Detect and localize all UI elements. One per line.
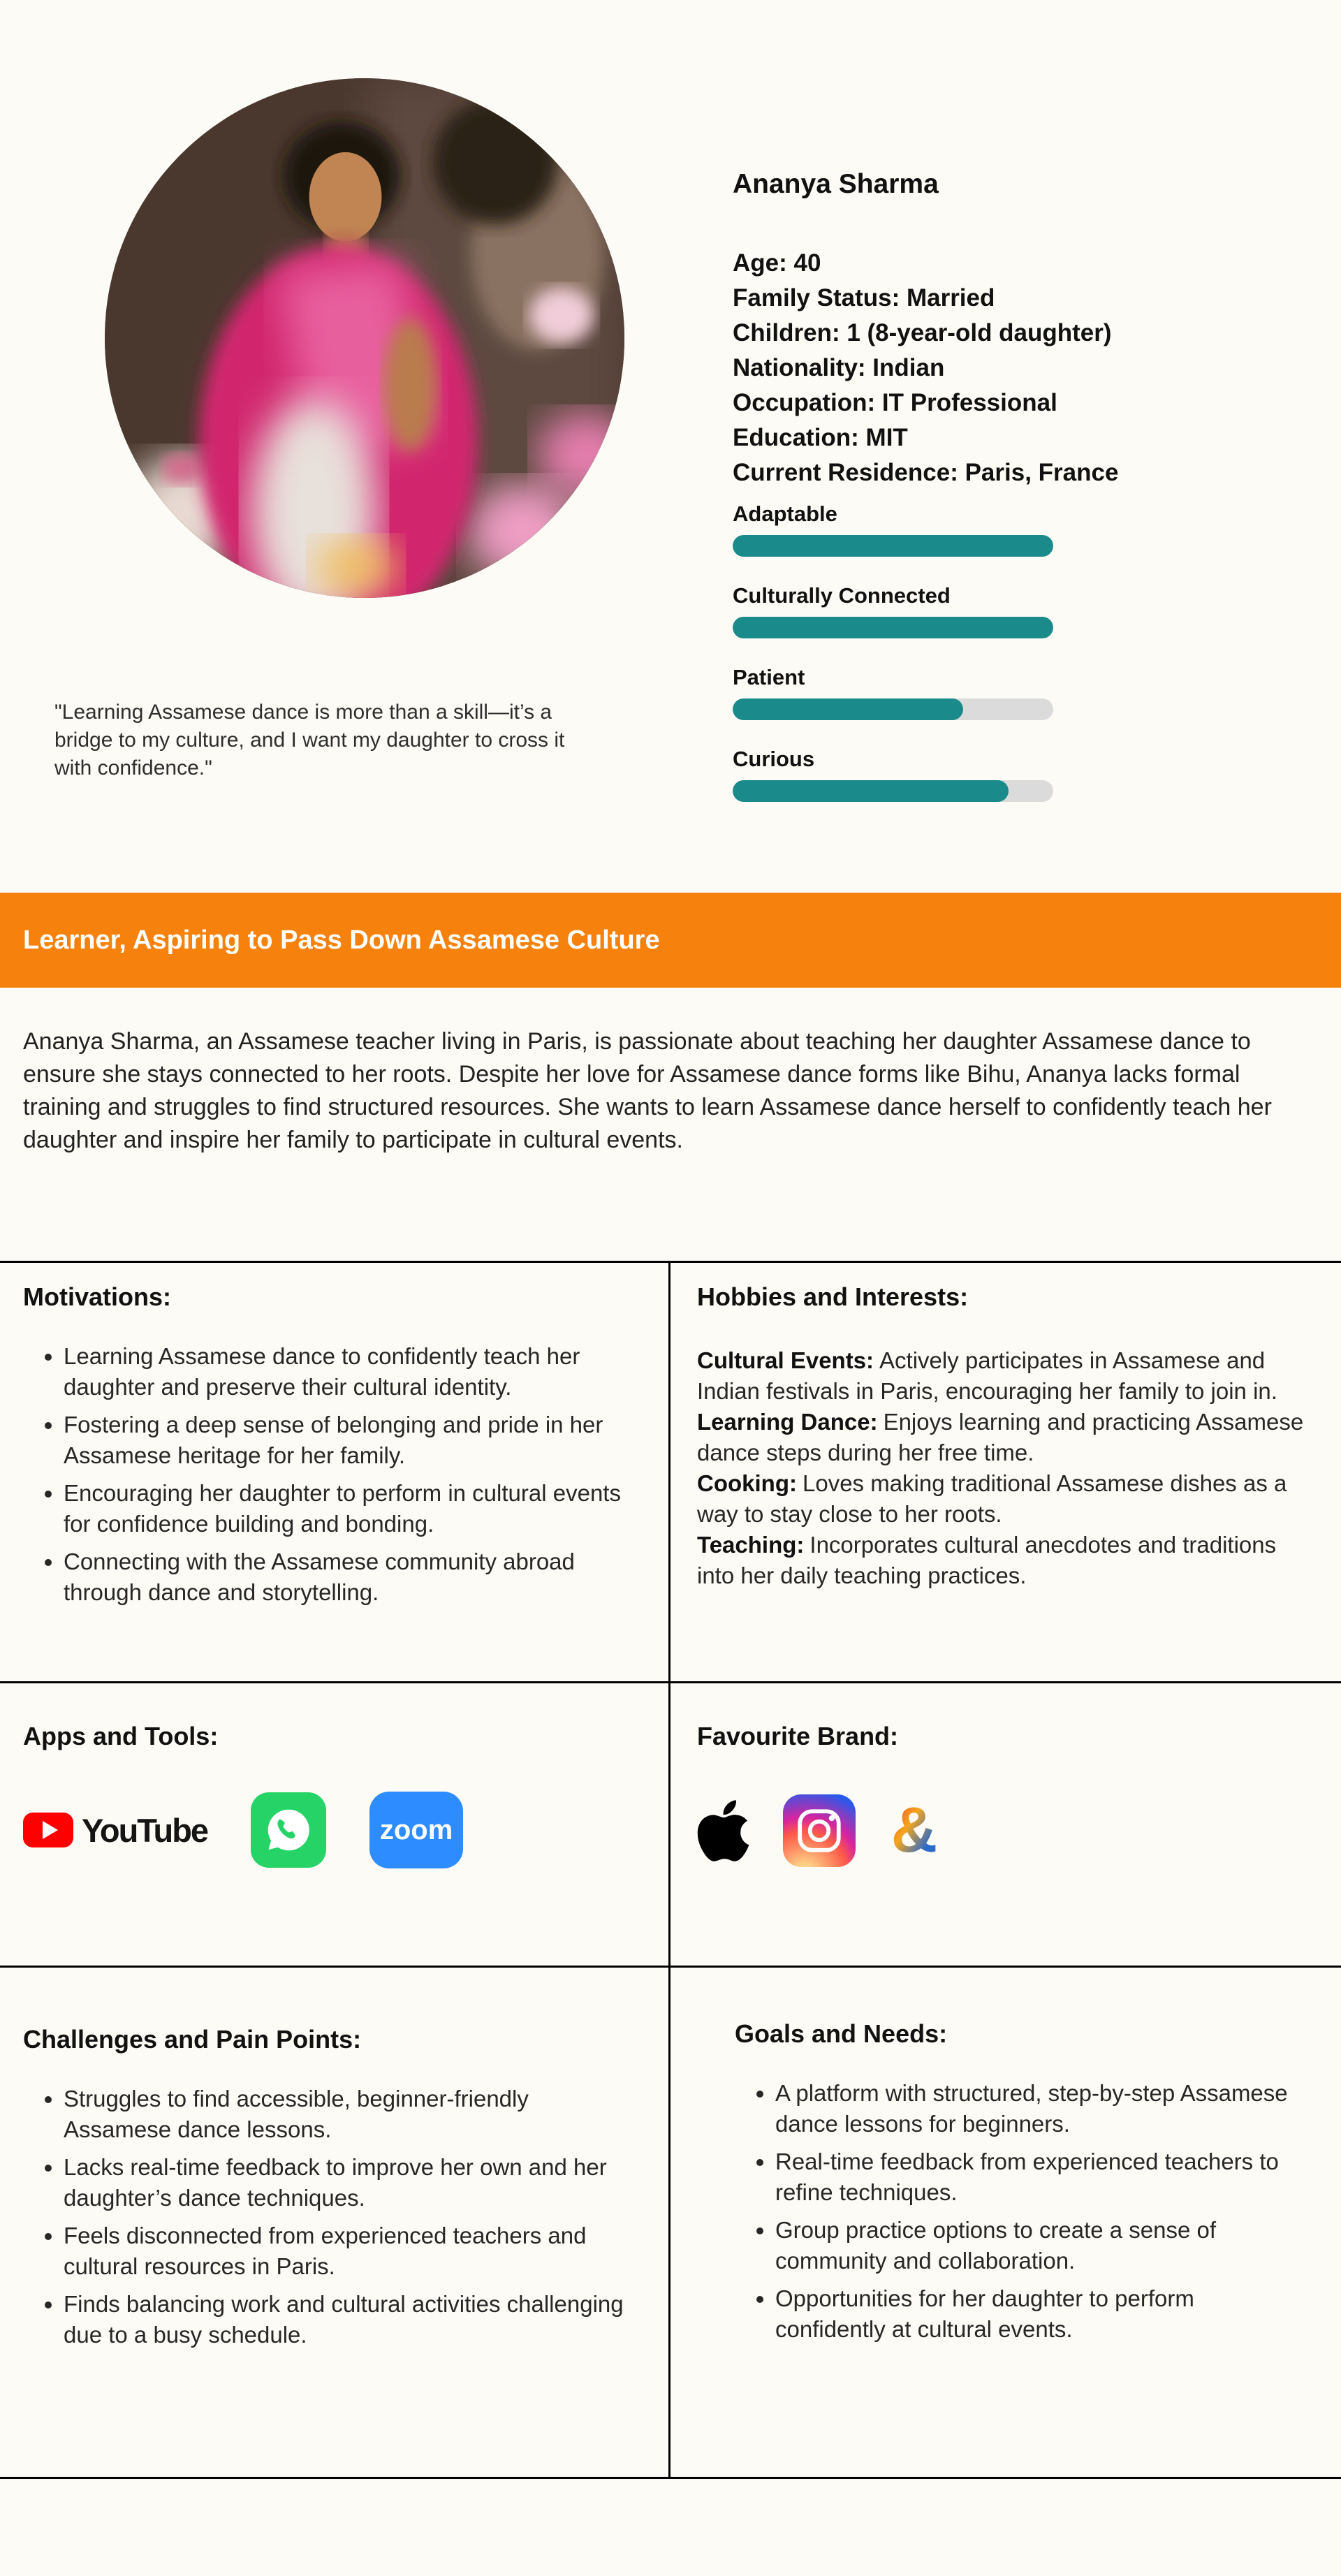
detail-education: Education: MIT bbox=[733, 424, 908, 451]
trait-fill bbox=[733, 698, 963, 720]
ampersand-brand-icon bbox=[886, 1796, 942, 1866]
hobby-item bbox=[697, 1407, 1310, 1468]
brand-icons bbox=[697, 1794, 1310, 1867]
hobby-label: Cultural Events: bbox=[697, 1347, 874, 1373]
list-item: • Encouraging her daughter to perform in cultural events for confidence building and bonding. bbox=[64, 1478, 637, 1539]
hobby-text: Enjoys learning and practicing Assamese dance steps during her free time. bbox=[697, 1409, 1304, 1465]
list-item: • A platform with structured, step-by-step Assamese dance lessons for beginners. bbox=[775, 2078, 1299, 2139]
trait-fill bbox=[733, 535, 1053, 557]
trait-label: Adaptable bbox=[733, 502, 837, 526]
challenges-cell bbox=[0, 1968, 670, 2477]
trait-track bbox=[733, 535, 1053, 557]
persona-photo bbox=[105, 78, 624, 598]
hobby-item bbox=[697, 1530, 1310, 1591]
trait-adaptable bbox=[733, 502, 1061, 557]
challenges-title: Challenges and Pain Points: bbox=[23, 2025, 362, 2054]
brands-title: Favourite Brand: bbox=[697, 1722, 899, 1750]
hobbies-list bbox=[697, 1345, 1310, 1591]
role-banner-title: Learner, Aspiring to Pass Down Assamese Culture bbox=[23, 925, 660, 955]
trait-bars bbox=[733, 502, 1061, 828]
trait-label: Curious bbox=[733, 747, 815, 771]
motivations-title: Motivations: bbox=[23, 1282, 171, 1311]
youtube-logo bbox=[23, 1811, 207, 1850]
goals-cell bbox=[670, 1968, 1341, 2477]
trait-track bbox=[733, 780, 1053, 802]
trait-track bbox=[733, 698, 1053, 720]
list-item: • Group practice options to create a sense of community and collaboration. bbox=[775, 2215, 1299, 2276]
zoom-wordmark: zoom bbox=[379, 1814, 453, 1845]
trait-culturally-connected bbox=[733, 583, 1061, 638]
persona-name: Ananya Sharma bbox=[733, 169, 939, 199]
list-item: • Struggles to find accessible, beginner-friendly Assamese dance lessons. bbox=[64, 2084, 637, 2145]
hobby-label: Learning Dance: bbox=[697, 1409, 878, 1435]
hobby-item bbox=[697, 1468, 1310, 1530]
list-item: • Feels disconnected from experienced teachers and cultural resources in Paris. bbox=[64, 2220, 637, 2282]
zoom-icon bbox=[369, 1792, 463, 1868]
instagram-icon bbox=[783, 1794, 856, 1867]
list-item: • Real-time feedback from experienced teachers to refine techniques. bbox=[775, 2146, 1299, 2208]
motivations-cell bbox=[0, 1263, 670, 1681]
grid-row-apps-brands bbox=[0, 1681, 1341, 1966]
svg-text:&: & bbox=[891, 1796, 938, 1866]
youtube-play-icon bbox=[23, 1813, 73, 1847]
trait-fill bbox=[733, 780, 1009, 802]
role-banner bbox=[0, 893, 1341, 988]
detail-family-status: Family Status: Married bbox=[733, 284, 995, 312]
detail-nationality: Nationality: Indian bbox=[733, 354, 945, 381]
hobby-text: Incorporates cultural anecdotes and traditions into her daily teaching practices. bbox=[697, 1532, 1277, 1588]
persona-grid bbox=[0, 1261, 1341, 2479]
list-item: • Finds balancing work and cultural activities challenging due to a busy schedule. bbox=[64, 2289, 637, 2350]
list-item: • Connecting with the Assamese community abroad through dance and storytelling. bbox=[64, 1546, 637, 1608]
challenges-list bbox=[23, 2084, 637, 2350]
detail-children: Children: 1 (8-year-old daughter) bbox=[733, 319, 1112, 346]
trait-label: Patient bbox=[733, 665, 805, 689]
detail-occupation: Occupation: IT Professional bbox=[733, 389, 1057, 416]
trait-patient bbox=[733, 665, 1061, 720]
trait-fill bbox=[733, 617, 1053, 638]
list-item: • Opportunities for her daughter to perform confidently at cultural events. bbox=[775, 2283, 1299, 2345]
grid-row-challenges-goals bbox=[0, 1966, 1341, 2477]
whatsapp-icon bbox=[251, 1792, 326, 1868]
apps-title: Apps and Tools: bbox=[23, 1722, 219, 1750]
hobbies-cell bbox=[670, 1263, 1341, 1681]
persona-summary: Ananya Sharma, an Assamese teacher living in Paris, is passionate about teaching her daughter Assamese dance to ensure she stays connected to her roots. Despite her love for Assamese dance forms like Bihu, Ananya lacks formal training and struggles to find structured resources. She wants to learn Assamese dance herself to confidently teach her daughter and inspire her family to participate in cultural events. bbox=[23, 1028, 1272, 1153]
goals-title: Goals and Needs: bbox=[735, 2019, 948, 2048]
hobby-text: Actively participates in Assamese and Indian festivals in Paris, encouraging her family to join in. bbox=[697, 1347, 1277, 1404]
hobby-item bbox=[697, 1345, 1310, 1407]
detail-residence: Current Residence: Paris, France bbox=[733, 459, 1119, 486]
instagram-camera-glyph bbox=[793, 1805, 845, 1857]
trait-track bbox=[733, 617, 1053, 638]
hobby-text: Loves making traditional Assamese dishes as a way to stay close to her roots. bbox=[697, 1470, 1287, 1527]
youtube-wordmark: YouTube bbox=[82, 1811, 208, 1849]
persona-info bbox=[733, 169, 1263, 490]
goals-list bbox=[735, 2078, 1299, 2345]
detail-age: Age: 40 bbox=[733, 249, 821, 277]
brands-cell bbox=[670, 1683, 1341, 1966]
hobby-label: Cooking: bbox=[697, 1470, 797, 1496]
trait-curious bbox=[733, 747, 1061, 802]
apps-cell bbox=[0, 1683, 670, 1966]
hobby-label: Teaching: bbox=[697, 1532, 805, 1558]
list-item: • Fostering a deep sense of belonging and pride in her Assamese heritage for her family. bbox=[64, 1410, 637, 1471]
motivations-list bbox=[23, 1341, 637, 1608]
play-triangle-icon bbox=[43, 1821, 58, 1839]
hobbies-title: Hobbies and Interests: bbox=[697, 1282, 969, 1311]
grid-row-motivations-hobbies bbox=[0, 1261, 1341, 1681]
apps-icons bbox=[23, 1792, 637, 1868]
persona-quote: "Learning Assamese dance is more than a skill—it’s a bridge to my culture, and I want my daughter to cross it with confidence." bbox=[54, 701, 565, 780]
trait-label: Culturally Connected bbox=[733, 583, 951, 608]
apple-logo-icon bbox=[697, 1796, 749, 1866]
whatsapp-glyph bbox=[262, 1803, 315, 1857]
persona-photo-illustration bbox=[105, 78, 624, 598]
list-item: • Lacks real-time feedback to improve her own and her daughter’s dance techniques. bbox=[64, 2152, 637, 2213]
list-item: • Learning Assamese dance to confidently teach her daughter and preserve their cultural identity. bbox=[64, 1341, 637, 1403]
